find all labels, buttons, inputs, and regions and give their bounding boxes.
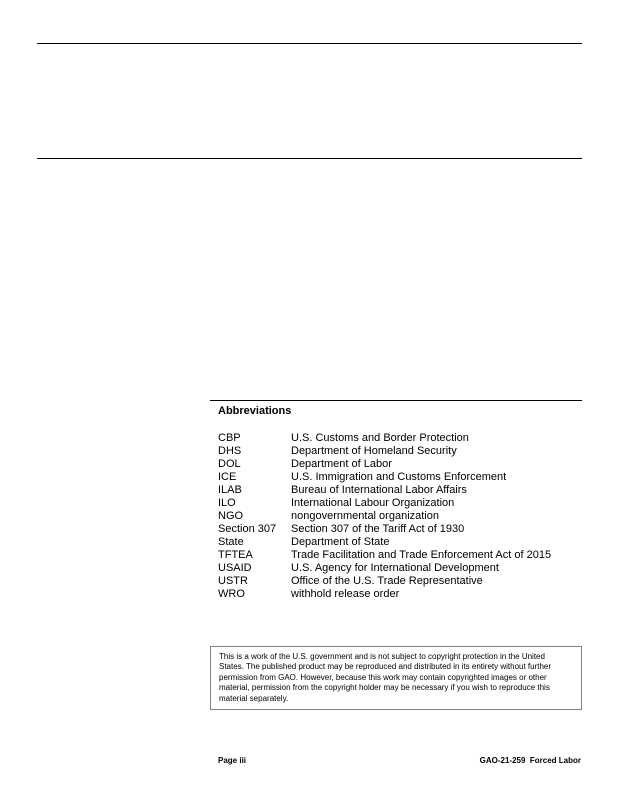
abbreviation-definition: U.S. Customs and Border Protection bbox=[291, 432, 469, 444]
abbreviation-row bbox=[218, 536, 582, 549]
abbreviation-term: CBP bbox=[218, 432, 241, 444]
page-number: Page iii bbox=[218, 756, 247, 765]
abbreviation-definition: Bureau of International Labor Affairs bbox=[291, 484, 467, 496]
abbreviation-row bbox=[218, 497, 582, 510]
abbreviation-definition: Trade Facilitation and Trade Enforcement Act of 2015 bbox=[291, 549, 552, 561]
abbreviation-row bbox=[218, 445, 582, 458]
abbreviation-term: DOL bbox=[218, 458, 241, 470]
abbreviation-row bbox=[218, 588, 582, 601]
abbreviations-divider bbox=[210, 400, 582, 401]
abbreviation-definition: withhold release order bbox=[291, 588, 400, 600]
abbreviation-term: USAID bbox=[218, 562, 252, 574]
abbreviation-term: TFTEA bbox=[218, 549, 253, 561]
abbreviation-row bbox=[218, 458, 582, 471]
abbreviation-definition: Section 307 of the Tariff Act of 1930 bbox=[291, 523, 465, 535]
abbreviation-definition: U.S. Immigration and Customs Enforcement bbox=[291, 471, 507, 483]
abbreviation-term: Section 307 bbox=[218, 523, 277, 535]
abbreviation-row bbox=[218, 562, 582, 575]
abbreviation-term: ILO bbox=[218, 497, 236, 509]
abbreviation-row bbox=[218, 432, 582, 445]
abbreviation-definition: Office of the U.S. Trade Representative bbox=[291, 575, 483, 587]
abbreviation-row bbox=[218, 484, 582, 497]
abbreviation-definition: Department of Homeland Security bbox=[291, 445, 457, 457]
top-divider bbox=[37, 43, 582, 44]
abbreviation-row bbox=[218, 510, 582, 523]
abbreviation-term: DHS bbox=[218, 445, 242, 457]
abbreviation-row bbox=[218, 575, 582, 588]
abbreviation-term: State bbox=[218, 536, 244, 548]
abbreviations-section bbox=[210, 400, 582, 601]
abbreviation-term: WRO bbox=[218, 588, 245, 600]
abbreviation-row bbox=[218, 549, 582, 562]
abbreviation-definition: U.S. Agency for International Development bbox=[291, 562, 499, 574]
second-divider bbox=[37, 158, 582, 159]
abbreviation-term: USTR bbox=[218, 575, 248, 587]
abbreviations-heading: Abbreviations bbox=[218, 405, 292, 417]
abbreviation-definition: nongovernmental organization bbox=[291, 510, 439, 522]
abbreviation-term: ILAB bbox=[218, 484, 242, 496]
abbreviation-term: NGO bbox=[218, 510, 244, 522]
abbreviation-definition: Department of State bbox=[291, 536, 390, 548]
abbreviation-definition: International Labour Organization bbox=[291, 497, 455, 509]
abbreviations-list bbox=[218, 432, 582, 601]
abbreviation-row bbox=[218, 523, 582, 536]
report-identifier: GAO-21-259 Forced Labor bbox=[479, 756, 581, 765]
abbreviation-term: ICE bbox=[218, 471, 237, 483]
abbreviation-row bbox=[218, 471, 582, 484]
copyright-notice: This is a work of the U.S. government and is not subject to copyright protection in the United States. The published product may be reproduced and distributed in its entirety without further permission from GAO. However, because this work may contain copyrighted images or other material, permission from the copyright holder may be necessary if you wish to reproduce this material separately. bbox=[210, 646, 582, 710]
abbreviation-definition: Department of Labor bbox=[291, 458, 392, 470]
